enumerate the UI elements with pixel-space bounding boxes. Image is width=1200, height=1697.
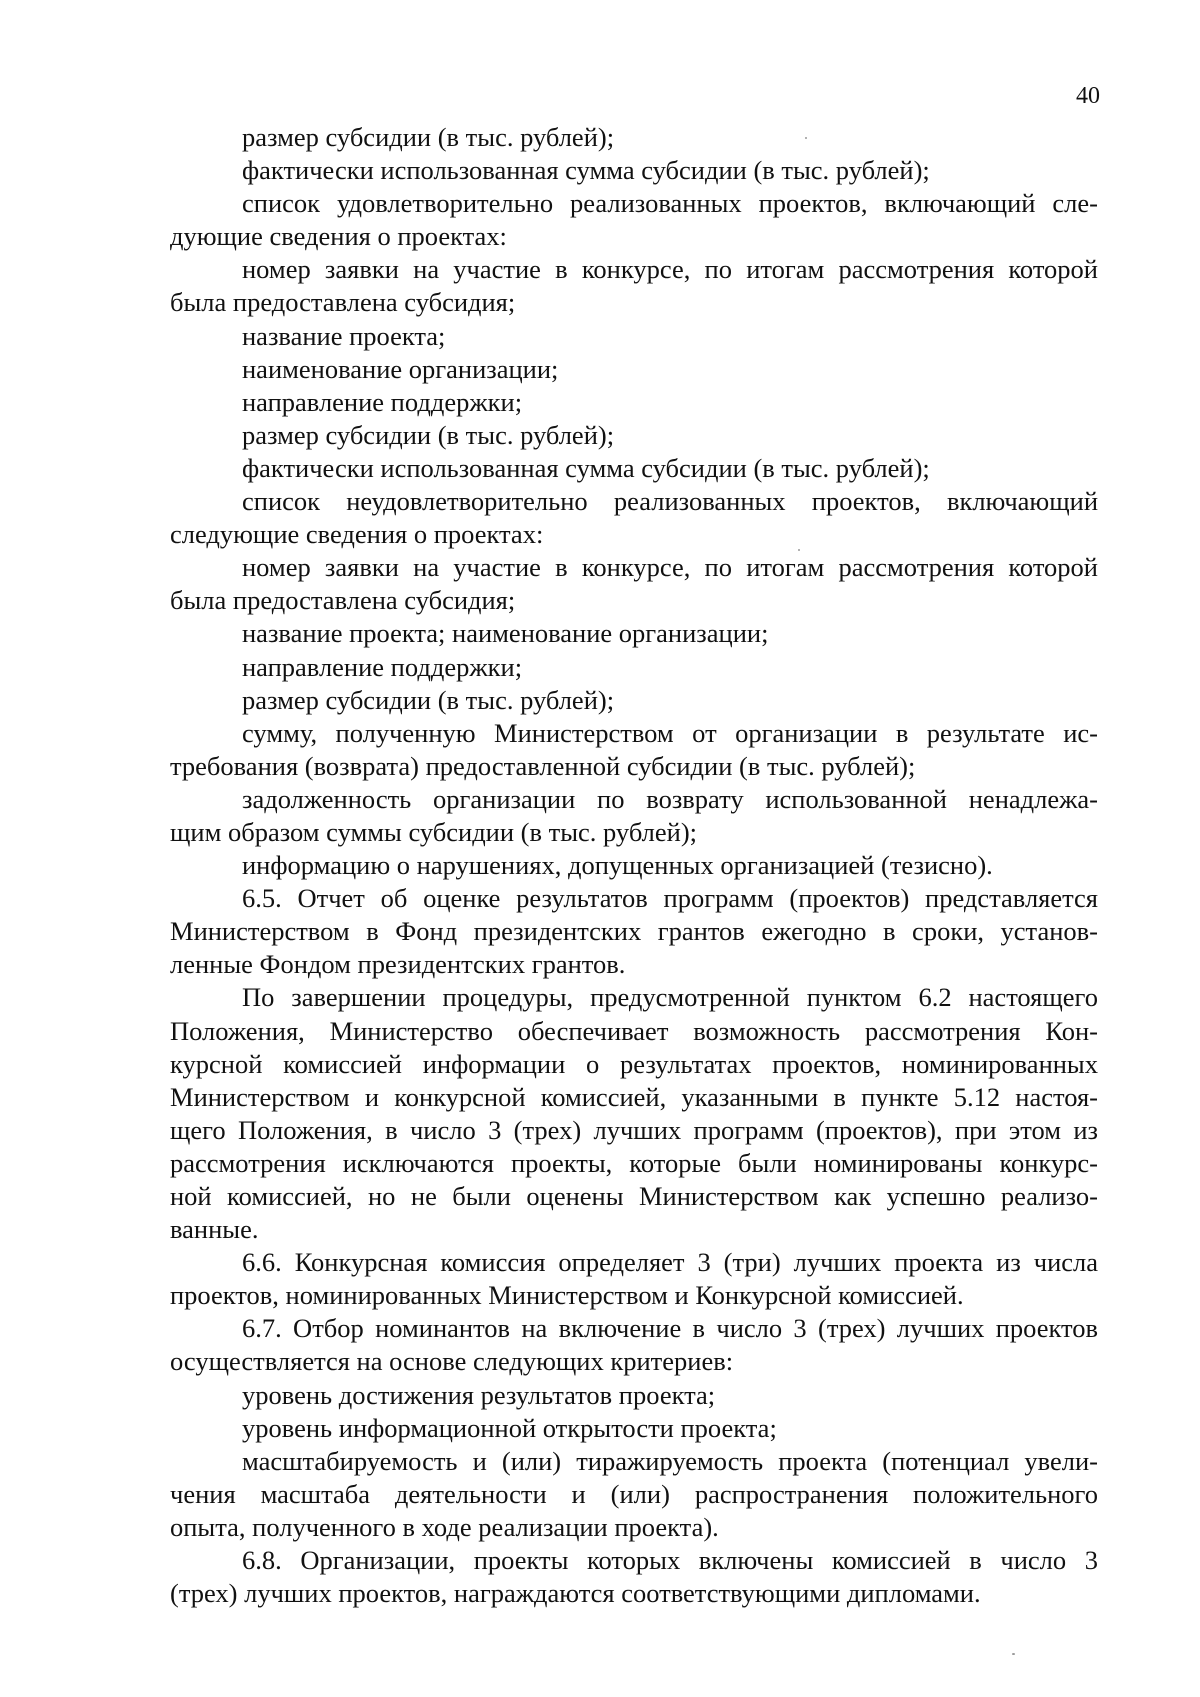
scan-speck [805, 137, 807, 139]
text-line: ленные Фондом президентских грантов. [170, 949, 626, 980]
scan-speck [1012, 1653, 1015, 1655]
page-number: 40 [1076, 83, 1100, 109]
text-line: чения масштаба деятельности и (или) распространения положительного [170, 1478, 1098, 1509]
text-line: сумму, полученную Министерством от организации в результате ис- [242, 717, 1098, 748]
text-line: список удовлетворительно реализованных проектов, включающий сле- [242, 188, 1098, 219]
text-line: номер заявки на участие в конкурсе, по итогам рассмотрения которой [242, 552, 1098, 583]
text-line: размер субсидии (в тыс. рублей); [242, 122, 615, 152]
text-line: дующие сведения о проектах: [170, 221, 507, 252]
text-line: название проекта; наименование организации; [242, 618, 769, 649]
text-line: рассмотрения исключаются проекты, которые были номинированы конкурс- [170, 1147, 1098, 1178]
text-line: 6.5. Отчет об оценке результатов программ (проектов) представляется [242, 883, 1098, 914]
text-line: номер заявки на участие в конкурсе, по итогам рассмотрения которой [242, 254, 1098, 285]
text-line: 6.8. Организации, проекты которых включены комиссией в число 3 [242, 1545, 1098, 1576]
text-line: фактически использованная сумма субсидии (в тыс. рублей); [242, 452, 930, 483]
text-line: ванные. [170, 1214, 259, 1245]
document-body [170, 121, 1098, 1610]
text-line: информацию о нарушениях, допущенных организацией (тезисно). [242, 850, 993, 881]
text-line: уровень достижения результатов проекта; [242, 1379, 716, 1410]
text-line: проектов, номинированных Министерством и Конкурсной комиссией. [170, 1280, 964, 1311]
text-line: задолженность организации по возврату использованной ненадлежа- [242, 783, 1098, 814]
text-line: щим образом суммы субсидии (в тыс. рублей); [170, 816, 698, 847]
text-line: наименование организации; [242, 353, 559, 384]
text-line: Положения, Министерство обеспечивает возможность рассмотрения Кон- [170, 1015, 1098, 1046]
text-line: Министерством в Фонд президентских грантов ежегодно в сроки, установ- [170, 916, 1098, 947]
scan-speck [798, 549, 800, 551]
text-line: Министерством и конкурсной комиссией, указанными в пункте 5.12 настоя- [170, 1081, 1098, 1112]
text-line: ной комиссией, но не были оценены Министерством как успешно реализо- [170, 1181, 1098, 1211]
text-line: направление поддержки; [242, 651, 523, 682]
text-line: была предоставлена субсидия; [170, 287, 516, 318]
text-line: направление поддержки; [242, 386, 523, 417]
text-line: размер субсидии (в тыс. рублей); [242, 419, 615, 450]
text-line: По завершении процедуры, предусмотренной пунктом 6.2 настоящего [242, 982, 1098, 1013]
text-line: была предоставлена субсидия; [170, 585, 516, 616]
text-line: размер субсидии (в тыс. рублей); [242, 684, 615, 715]
text-line: 6.6. Конкурсная комиссия определяет 3 (три) лучших проекта из числа [242, 1247, 1098, 1278]
text-line: требования (возврата) предоставленной субсидии (в тыс. рублей); [170, 750, 916, 781]
text-line: (трех) лучших проектов, награждаются соответствующими дипломами. [170, 1578, 981, 1609]
text-line: фактически использованная сумма субсидии (в тыс. рублей); [242, 155, 930, 186]
text-line: уровень информационной открытости проекта; [242, 1412, 777, 1443]
text-line: список неудовлетворительно реализованных проектов, включающий [242, 486, 1098, 517]
text-line: масштабируемость и (или) тиражируемость проекта (потенциал увели- [242, 1445, 1098, 1476]
text-line: 6.7. Отбор номинантов на включение в число 3 (трех) лучших проектов [242, 1313, 1098, 1344]
text-line: название проекта; [242, 320, 446, 351]
text-line: осуществляется на основе следующих критериев: [170, 1346, 734, 1377]
text-line: щего Положения, в число 3 (трех) лучших программ (проектов), при этом из [170, 1114, 1098, 1145]
text-line: курсной комиссией информации о результатах проектов, номинированных [170, 1048, 1098, 1079]
text-line: следующие сведения о проектах: [170, 519, 544, 550]
text-line: опыта, полученного в ходе реализации проекта). [170, 1511, 719, 1542]
